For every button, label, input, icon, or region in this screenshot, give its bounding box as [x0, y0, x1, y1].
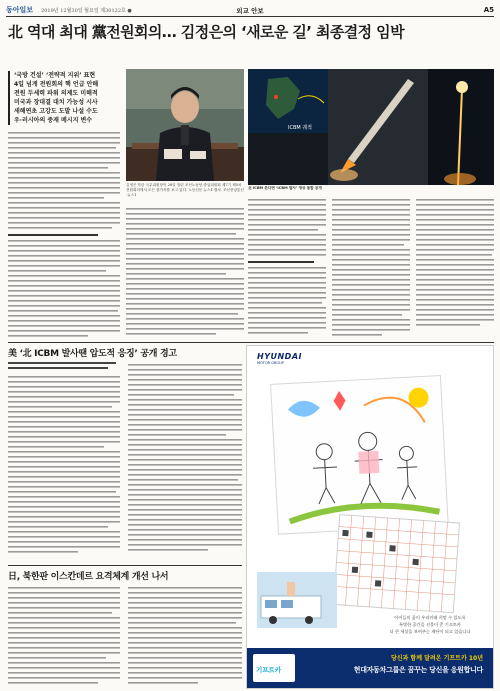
article-body [8, 130, 120, 340]
ad-message-line: 더 큰 세상을 보여주는 재단이 되고 있습니다 [389, 629, 471, 634]
deck-line: 우·러시아의 중재 메시지 변수 [14, 117, 93, 124]
deck-line: 4일 넘게 전원회의 핵 언급 안해 [14, 81, 99, 88]
ad-message-line: 아이들의 꿈이 우리미래 희망 수 있도록 [394, 615, 466, 620]
missile-photo-image [248, 69, 494, 185]
giftcar-logo [253, 654, 295, 682]
article-body-right [248, 197, 494, 340]
ad-message-line: 특별한 공간을 선물이 준 기프트카 [399, 622, 461, 627]
icbm-warning-headline: 美 ‘北 ICBM 발사땐 압도적 응징’ 공개 경고 [8, 349, 177, 359]
article-body-middle [126, 206, 244, 340]
headline-decks [8, 71, 128, 125]
hyundai-logo-sub: MOTOR GROUP [257, 361, 284, 365]
newspaper-logo: 동아일보 [6, 6, 34, 14]
ad-bottom-banner [247, 648, 493, 688]
masthead [6, 4, 494, 17]
ad-tagline-2: 현대자동차그룹은 꿈꾸는 당신을 응원합니다 [353, 666, 483, 674]
main-headline: 北 역대 최대 黨전원회의… 김정은의 ‘새로운 길’ 최종결정 임박 [8, 23, 404, 41]
article-text-lines [248, 197, 494, 340]
section-divider [8, 565, 242, 566]
japan-article-body [8, 585, 242, 689]
kim-photo-image [126, 69, 244, 181]
ad-message [375, 614, 485, 635]
section-title: 외교 안보 [236, 6, 264, 15]
issue-info: 2019년 12월30일 월요일 제30122호 ● [41, 7, 132, 14]
deck-line: 미국과 장대결 대치 가능성 시사 [14, 99, 98, 106]
article-text-lines [8, 362, 242, 562]
ad-tagline-1: 당신과 함께 달려온 기프트카 10년 [390, 655, 483, 662]
giftcar-logo-text: 기프트카 [256, 666, 282, 674]
deck-line: ‘국방 건설’ ‘전략적 지위’ 표현 [14, 72, 96, 79]
page-number: A5 [483, 6, 494, 14]
icbm-article-body [8, 362, 242, 562]
article-text-lines [8, 585, 242, 689]
article-text-lines [126, 206, 244, 340]
deck-line: 전원 두세력 파워 의제도 미해적 [14, 90, 98, 97]
missile-photo [248, 69, 494, 185]
deck-line: 새해연초 고강도 도발 나설 수도 [14, 108, 98, 115]
child-drawing-illustration [247, 346, 494, 646]
missile-photo-caption: 北 ICBM 쏜다면 ‘ICBM 발사’ 영상 통합 공개 [248, 186, 322, 190]
article-text-lines [8, 130, 120, 340]
kim-photo-caption: 김정은 북한 국무위원장이 28일 열린 조선노동당 중앙위원회 제7기 제5차 전원회의에서 모든 참가자를 보고 있다. 노동신문 뉴스1 캡처. 조선중앙통신·뉴스1 [126, 183, 244, 198]
kim-jong-un-photo [126, 69, 244, 181]
hyundai-advertisement[interactable] [246, 345, 494, 689]
section-divider [8, 342, 494, 343]
hyundai-logo: HYUNDAI [257, 352, 302, 361]
map-label: ICBM 궤적 [288, 125, 312, 131]
japan-intercept-headline: 日, 북한판 이스칸데르 요격체계 개선 나서 [8, 572, 169, 582]
